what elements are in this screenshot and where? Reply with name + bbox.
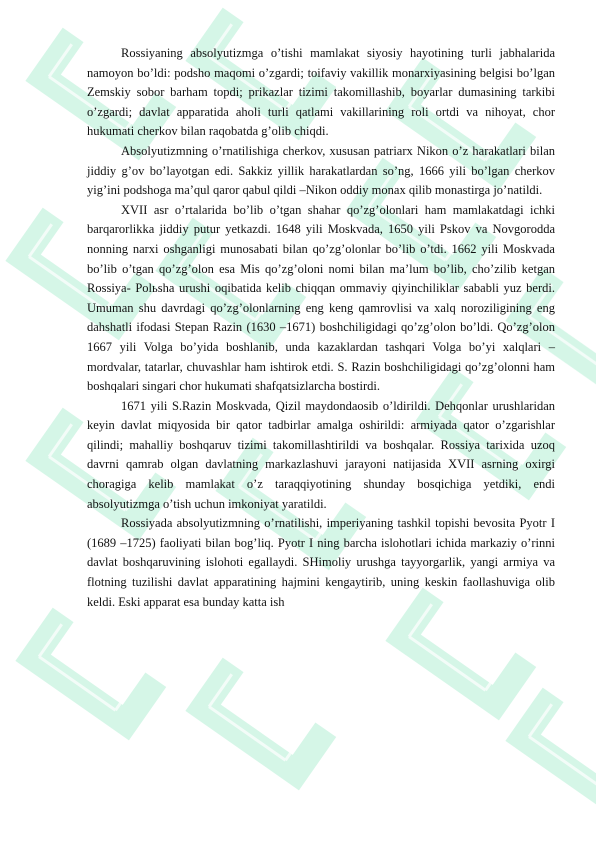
paragraph-5: Rossiyada absolyutizmning o’rnatilishi, imperiyaning tashkil topishi bevosita Pyotr I (1689 –1725) faoliyati bilan bog’liq. Pyotr I ning barcha islohotlari ichida markaziy o’rinni davlat boshqaruvining islohoti egallaydi. SHimoliy urushga tayyorgarlik, yangi armiya va flotning tuzilishi davlat apparatining hajmini kengaytirib, uning keskin faollashuviga olib keldi. Eski apparat esa bunday katta ish: [87, 516, 555, 609]
document-page: [87, 44, 555, 612]
paragraph-1: Rossiyaning absolyutizmga o’tishi mamlakat siyosiy hayotining turli jabhalarida namoyon bo’ldi: podsho maqomi o’zgardi; toifaviy vakillik monarxiyasining belgisi bo’lgan Zemskiy sobor barham topdi; prikazlar tizimi takomillashib, boyarlar dumasining tarkibi o’zgardi; davlat apparatida aholi turli qatlami vakillarining roli ortdi va nihoyat, chor hukumati cherkov bilan raqobatda g’olib chiqdi.: [87, 46, 555, 139]
watermark-mark: [497, 671, 596, 838]
watermark-mark: [177, 641, 344, 808]
paragraph-3: XVII asr o’rtalarida bo’lib o’tgan shahar qo’zg’olonlari ham mamlakatdagi ichki barqarorlikka jiddiy putur yetkazdi. 1648 yili Moskvada, 1650 yili Pskov va Novgorodda nonning narxi oshganligi munosabati bilan qo’zg’olonlar bo’lib o’tdi. 1662 yili Moskvada bo’lib o’tgan qo’zg’olon esa Mis qo’zg’oloni nomi bilan ma’lum bo’lib, cho’zilib ketgan Rossiya- Polьsha urushi oqibatida kelib chiqqan ommaviy qiyinchiliklar sababli yuz berdi. Umuman shu davrdagi qo’zg’olonlarning eng keng qamrovlisi va xalq noroziligining eng dahshatli ifodasi Stepan Razin (1630 –1671) boshchiligidagi qo’zg’olon bo’ldi. Qo’zg’olon 1667 yili Volga bo’yida boshlanib, unda kazaklardan tashqari Volga bo’yi xalqlari – mordvalar, tatarlar, chuvashlar ham ishtirok etdi. S. Razin boshchiligidagi qo’zg’olonni ham boshqalari singari chor hukumati shafqatsizlarcha bostirdi.: [87, 202, 555, 394]
paragraph-4: 1671 yili S.Razin Moskvada, Qizil maydondaosib o’ldirildi. Dehqonlar urushlaridan keyin davlat miqyosida bir qator tadbirlar amalga oshirildi: armiyada qator o’zgarishlar qilindi; mahalliy boshqaruv tizimi takomillashtirildi va boshqalar. Rossiya tarixida uzoq davrni qamrab olgan davlatning markazlashuvi jarayoni natijasida XVII asrning oxirgi choragiga kelib mamlakat o’z taraqqiyotining shunday bosqichiga yetdiki, endi absolyutizmga o’tish uchun imkoniyat yaratildi.: [87, 398, 555, 511]
watermark-mark: [7, 591, 174, 758]
paragraph-2: Absolyutizmning o’rnatilishiga cherkov, xususan patriarx Nikon o’z harakatlari bilan jiddiy g’ov bo’layotgan edi. Sakkiz yillik harakatlardan so’ng, 1666 yili bo’lgan cherkov yig’ini podshoga ma’qul qaror qabul qildi –Nikon oddiy monax qilib monastirga jo’natildi.: [87, 143, 555, 198]
